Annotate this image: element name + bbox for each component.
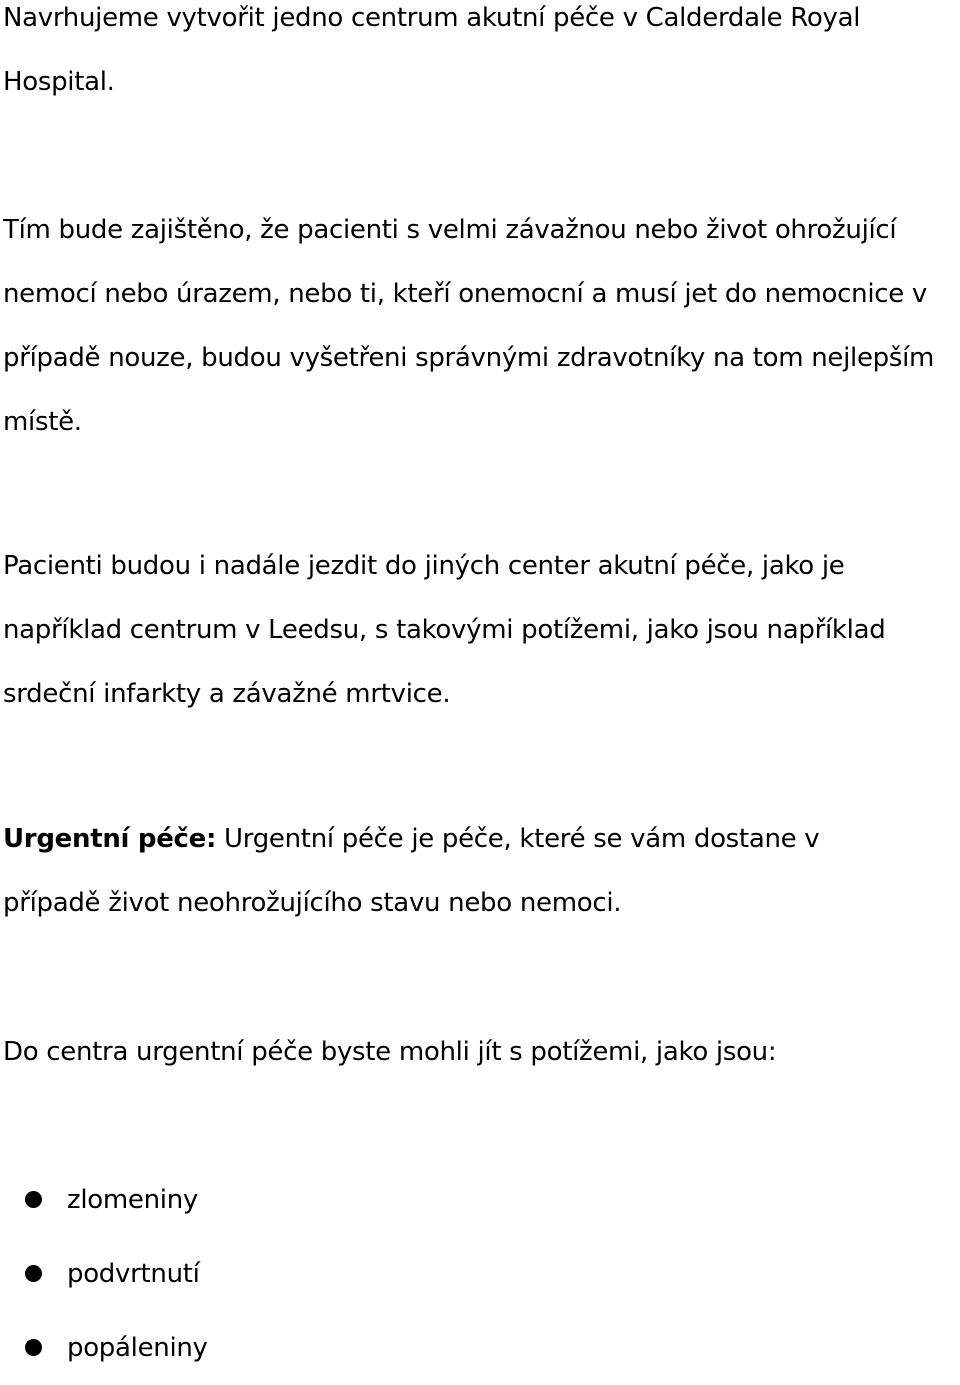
list-item: [0, 1237, 960, 1311]
text-line: Hospital.: [3, 67, 115, 97]
list-item-label: popáleniny: [67, 1333, 208, 1363]
text-line: srdeční infarkty a závažné mrtvice.: [3, 679, 451, 709]
text-line: například centrum v Leedsu, s takovými potížemi, jako jsou například: [3, 615, 886, 645]
text-line: nemocí nebo úrazem, nebo ti, kteří onemocní a musí jet do nemocnice v: [3, 279, 927, 309]
urgent-care-term: Urgentní péče:: [3, 824, 217, 854]
list-item: [0, 1163, 960, 1237]
intro-paragraph: [3, 0, 959, 114]
list-item-label: zlomeniny: [67, 1185, 198, 1215]
text-line: případě život neohrožujícího stavu nebo nemoci.: [3, 888, 622, 918]
bullet-icon: [25, 1339, 42, 1356]
conditions-intro-paragraph: [3, 1020, 959, 1084]
purpose-paragraph: [3, 198, 959, 454]
text-line: Navrhujeme vytvořit jedno centrum akutní péče v Calderdale Royal: [3, 3, 861, 33]
other-centers-paragraph: [3, 534, 959, 726]
text-line: [3, 807, 959, 871]
text-line: místě.: [3, 407, 82, 437]
text-line: Do centra urgentní péče byste mohli jít s potížemi, jako jsou:: [3, 1037, 777, 1067]
list-item-label: podvrtnutí: [67, 1259, 200, 1289]
conditions-list: [0, 1163, 960, 1385]
bullet-icon: [25, 1191, 42, 1208]
bullet-icon: [25, 1265, 42, 1282]
urgent-care-definition: Urgentní péče je péče, které se vám dostane v: [216, 824, 820, 854]
urgent-care-paragraph: [3, 807, 959, 935]
text-line: Pacienti budou i nadále jezdit do jiných center akutní péče, jako je: [3, 551, 845, 581]
text-line: případě nouze, budou vyšetřeni správnými zdravotníky na tom nejlepším: [3, 343, 935, 373]
text-line: Tím bude zajištěno, že pacienti s velmi závažnou nebo život ohrožující: [3, 215, 897, 245]
list-item: [0, 1311, 960, 1385]
